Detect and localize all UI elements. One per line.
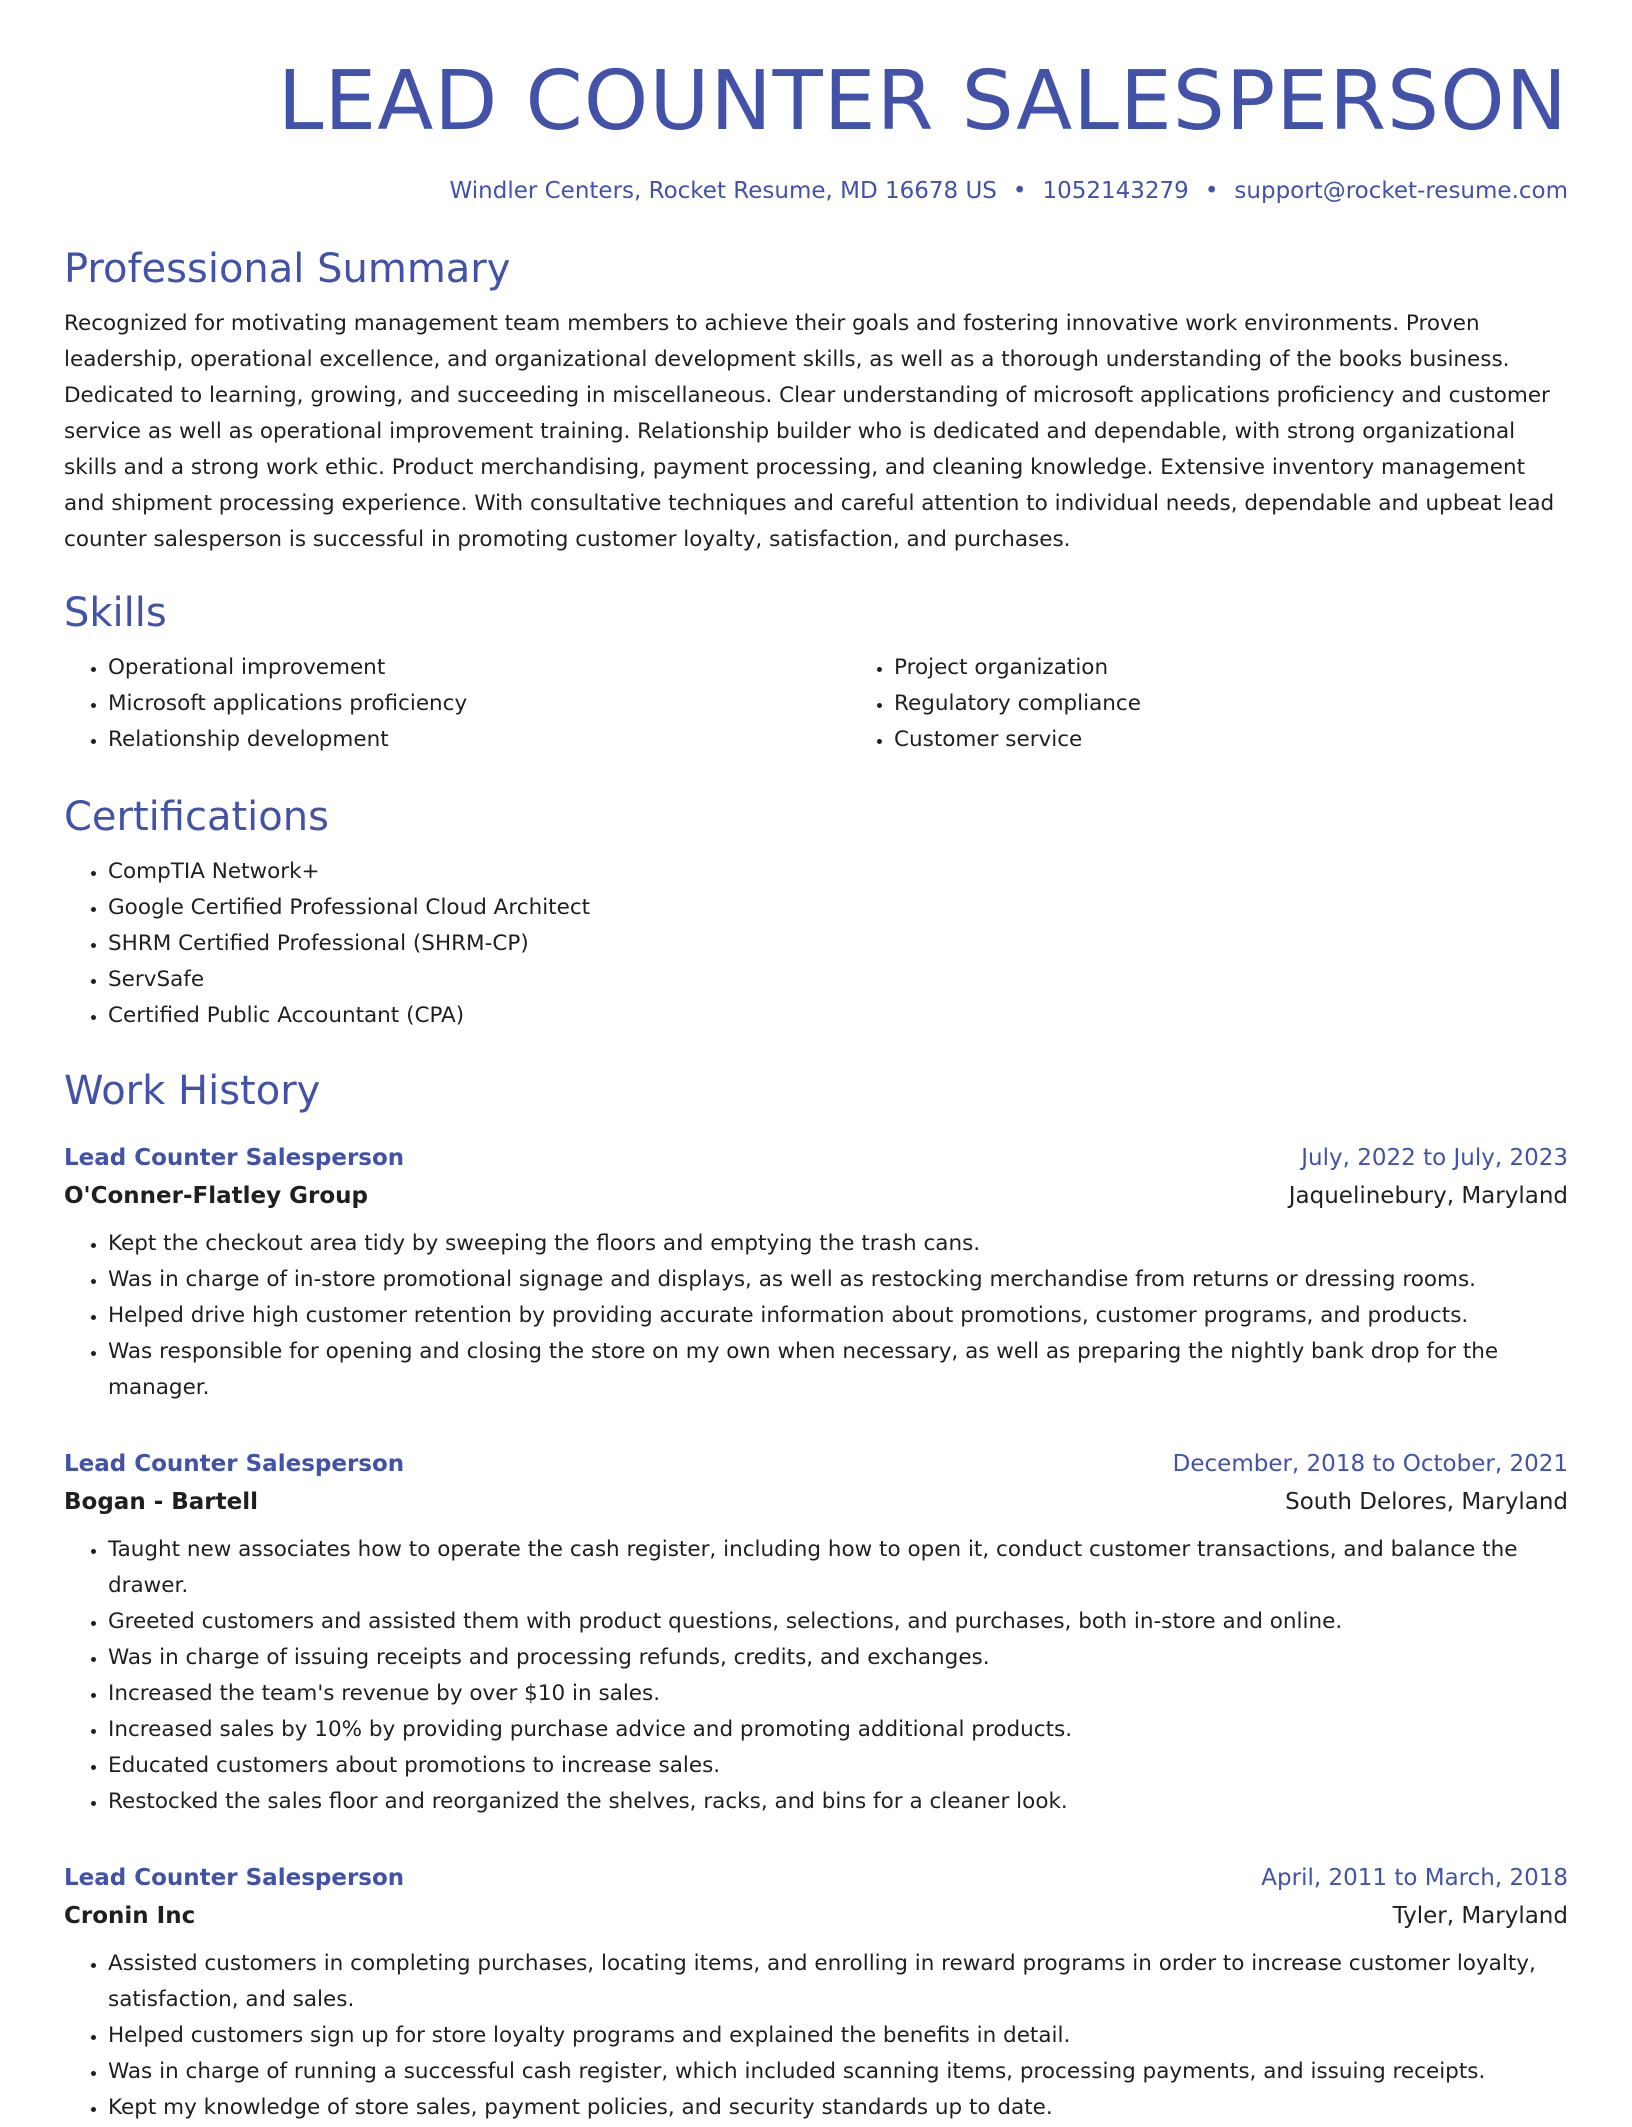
job-company-row bbox=[64, 1176, 1568, 1216]
job-bullet: • Assisted customers in completing purchases, locating items, and enrolling in reward programs in order to increase customer loyalty, satisfaction, and sales. bbox=[108, 1946, 1568, 2018]
job-bullet: • Was in charge of in-store promotional signage and displays, as well as restocking merchandise from returns or dressing rooms. bbox=[108, 1262, 1568, 1298]
skill-item: • Project organization bbox=[894, 650, 1594, 686]
certification-item: • Google Certified Professional Cloud Architect bbox=[108, 890, 1568, 926]
skill-item: • Operational improvement bbox=[108, 650, 850, 686]
job-title-row bbox=[64, 1860, 1568, 1896]
job-bullet: • Was in charge of running a successful cash register, which included scanning items, processing payments, and issuing receipts. bbox=[108, 2054, 1568, 2090]
job-bullet: • Helped customers sign up for store loyalty programs and explained the benefits in detail. bbox=[108, 2018, 1568, 2054]
job-title-row bbox=[64, 1446, 1568, 1482]
job-title-row bbox=[64, 1140, 1568, 1176]
summary-section bbox=[64, 242, 1568, 558]
certification-item: • Certified Public Accountant (CPA) bbox=[108, 998, 1568, 1034]
job-bullet: • Restocked the sales floor and reorganized the shelves, racks, and bins for a cleaner look. bbox=[108, 1784, 1568, 1820]
job-company: Bogan - Bartell bbox=[64, 1489, 259, 1515]
work-history-section bbox=[64, 1064, 1568, 2126]
job-title: Lead Counter Salesperson bbox=[64, 1451, 405, 1477]
job-entry bbox=[64, 1860, 1568, 2126]
job-bullets bbox=[64, 1226, 1568, 1406]
skill-item: • Customer service bbox=[894, 722, 1594, 758]
certifications-section bbox=[64, 790, 1568, 1034]
job-company: Cronin Inc bbox=[64, 1903, 196, 1929]
job-bullet: • Helped drive high customer retention by providing accurate information about promotions, customer programs, and products. bbox=[108, 1298, 1568, 1334]
job-bullet: • Kept my knowledge of store sales, payment policies, and security standards up to date. bbox=[108, 2090, 1568, 2126]
contact-email[interactable]: support@rocket-resume.com bbox=[1234, 178, 1568, 204]
job-dates: July, 2022 to July, 2023 bbox=[1301, 1145, 1568, 1171]
contact-address: Windler Centers, Rocket Resume, MD 16678 US bbox=[449, 178, 997, 204]
summary-text: Recognized for motivating management team members to achieve their goals and fostering innovative work environments. Proven leadership, operational excellence, and organizational development skills, as well as a thorough understanding of the books business. Dedicated to learning, growing, and succeeding in miscellaneous. Clear understanding of microsoft applications proficiency and customer service as well as operational improvement training. Relationship builder who is dedicated and dependable, with strong organizational skills and a strong work ethic. Product merchandising, payment processing, and cleaning knowledge. Extensive inventory management and shipment processing experience. With consultative techniques and careful attention to individual needs, dependable and upbeat lead counter salesperson is successful in promoting customer loyalty, satisfaction, and purchases. bbox=[64, 311, 1555, 552]
skill-item: • Regulatory compliance bbox=[894, 686, 1594, 722]
job-bullet: • Was in charge of issuing receipts and processing refunds, credits, and exchanges. bbox=[108, 1640, 1568, 1676]
skills-section bbox=[64, 586, 1568, 758]
skills-grid bbox=[64, 640, 1568, 758]
job-bullet: • Kept the checkout area tidy by sweeping the floors and emptying the trash cans. bbox=[108, 1226, 1568, 1262]
certification-item: • SHRM Certified Professional (SHRM-CP) bbox=[108, 926, 1568, 962]
contact-separator: • bbox=[1204, 178, 1219, 204]
job-location: South Delores, Maryland bbox=[1285, 1489, 1568, 1515]
certifications-list bbox=[64, 854, 1568, 1034]
job-bullet: • Increased sales by 10% by providing purchase advice and promoting additional products. bbox=[108, 1712, 1568, 1748]
job-bullets bbox=[64, 1532, 1568, 1820]
contact-line bbox=[64, 176, 1568, 206]
contact-separator: • bbox=[1012, 178, 1027, 204]
skills-list-right bbox=[850, 650, 1594, 758]
certification-item: • ServSafe bbox=[108, 962, 1568, 998]
job-company: O'Conner-Flatley Group bbox=[64, 1183, 368, 1209]
job-dates: December, 2018 to October, 2021 bbox=[1172, 1451, 1568, 1477]
skills-list-left bbox=[64, 650, 850, 758]
certifications-heading: Certifications bbox=[64, 794, 329, 840]
skill-item: • Microsoft applications proficiency bbox=[108, 686, 850, 722]
job-bullet: • Educated customers about promotions to increase sales. bbox=[108, 1748, 1568, 1784]
summary-heading: Professional Summary bbox=[64, 246, 511, 292]
job-company-row bbox=[64, 1482, 1568, 1522]
job-entry bbox=[64, 1140, 1568, 1406]
job-entry bbox=[64, 1446, 1568, 1820]
resume-header bbox=[64, 0, 1568, 206]
work-history-heading: Work History bbox=[64, 1068, 321, 1114]
certification-item: • CompTIA Network+ bbox=[108, 854, 1568, 890]
job-title: Lead Counter Salesperson bbox=[64, 1865, 405, 1891]
job-bullet: • Taught new associates how to operate the cash register, including how to open it, conduct customer transactions, and balance the drawer. bbox=[108, 1532, 1568, 1604]
job-company-row bbox=[64, 1896, 1568, 1936]
page-title: LEAD COUNTER SALESPERSON bbox=[277, 54, 1568, 149]
job-title: Lead Counter Salesperson bbox=[64, 1145, 405, 1171]
job-bullet: • Greeted customers and assisted them with product questions, selections, and purchases, both in-store and online. bbox=[108, 1604, 1568, 1640]
job-bullet: • Increased the team's revenue by over $10 in sales. bbox=[108, 1676, 1568, 1712]
job-bullets bbox=[64, 1946, 1568, 2126]
contact-phone: 1052143279 bbox=[1042, 178, 1189, 204]
job-bullet: • Was responsible for opening and closing the store on my own when necessary, as well as preparing the nightly bank drop for the manager. bbox=[108, 1334, 1568, 1406]
job-dates: April, 2011 to March, 2018 bbox=[1261, 1865, 1568, 1891]
job-location: Tyler, Maryland bbox=[1392, 1903, 1568, 1929]
skills-heading: Skills bbox=[64, 590, 167, 636]
skill-item: • Relationship development bbox=[108, 722, 850, 758]
job-location: Jaquelinebury, Maryland bbox=[1288, 1183, 1568, 1209]
